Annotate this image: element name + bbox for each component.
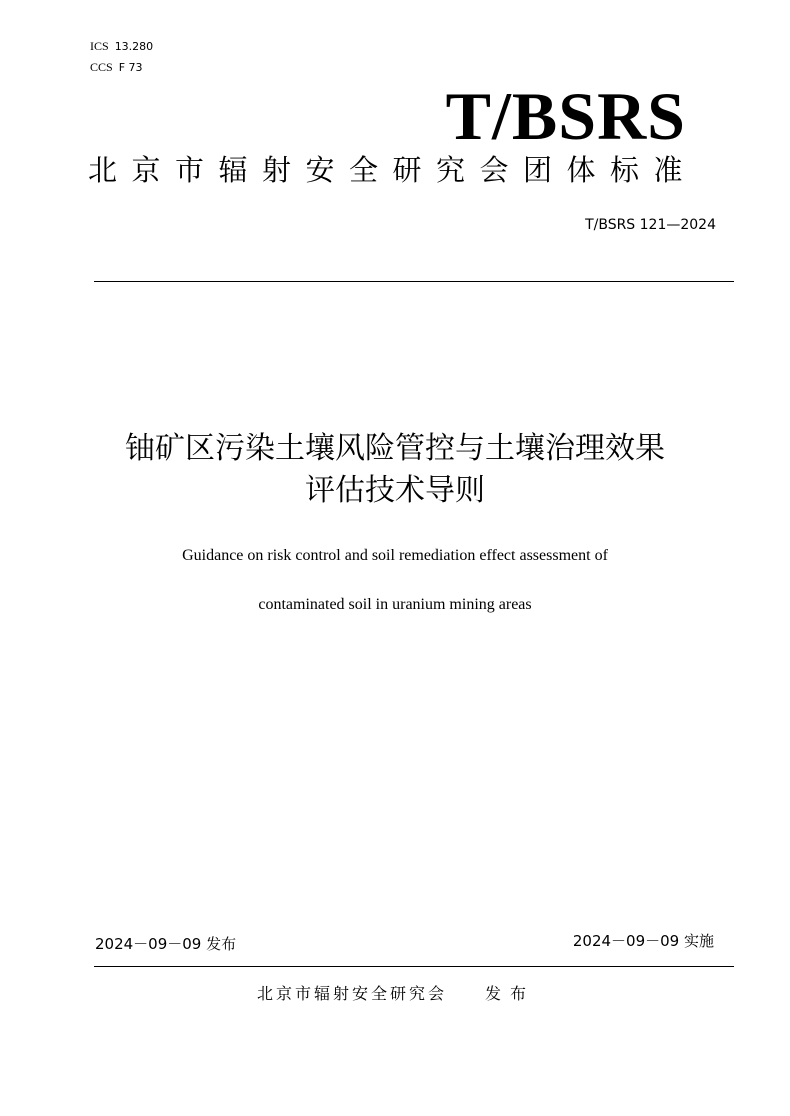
standard-logo: T/BSRS [445,78,686,154]
document-title-chinese [60,428,730,512]
issuer-line [257,983,535,1005]
title-en-line-1: Guidance on risk control and soil remediation effect assessment of [182,547,608,564]
issuer-verb: 发布 [485,984,536,1003]
ccs-classification [90,60,143,75]
ccs-code: F 73 [118,61,143,74]
document-title-english [60,544,730,617]
ics-classification [90,39,153,54]
issuer-name: 北京市辐射安全研究会 [257,984,448,1003]
publish-date: 2024－09－09 发布 [95,935,237,953]
title-en-line-2: contaminated soil in uranium mining areas [258,596,532,613]
footer-divider [94,966,734,967]
ics-label: ICS [90,39,109,53]
effective-date: 2024－09－09 实施 [572,932,714,950]
title-cn-line-1: 铀矿区污染土壤风险管控与土壤治理效果 [125,431,665,466]
header-divider [94,281,734,282]
standard-number: T/BSRS 121—2024 [585,217,716,233]
ics-code: 13.280 [114,40,154,53]
ccs-label: CCS [90,60,113,74]
title-cn-line-2: 评估技术导则 [305,473,485,508]
organization-standard-heading: 北京市辐射安全研究会团体标准 [88,153,698,187]
